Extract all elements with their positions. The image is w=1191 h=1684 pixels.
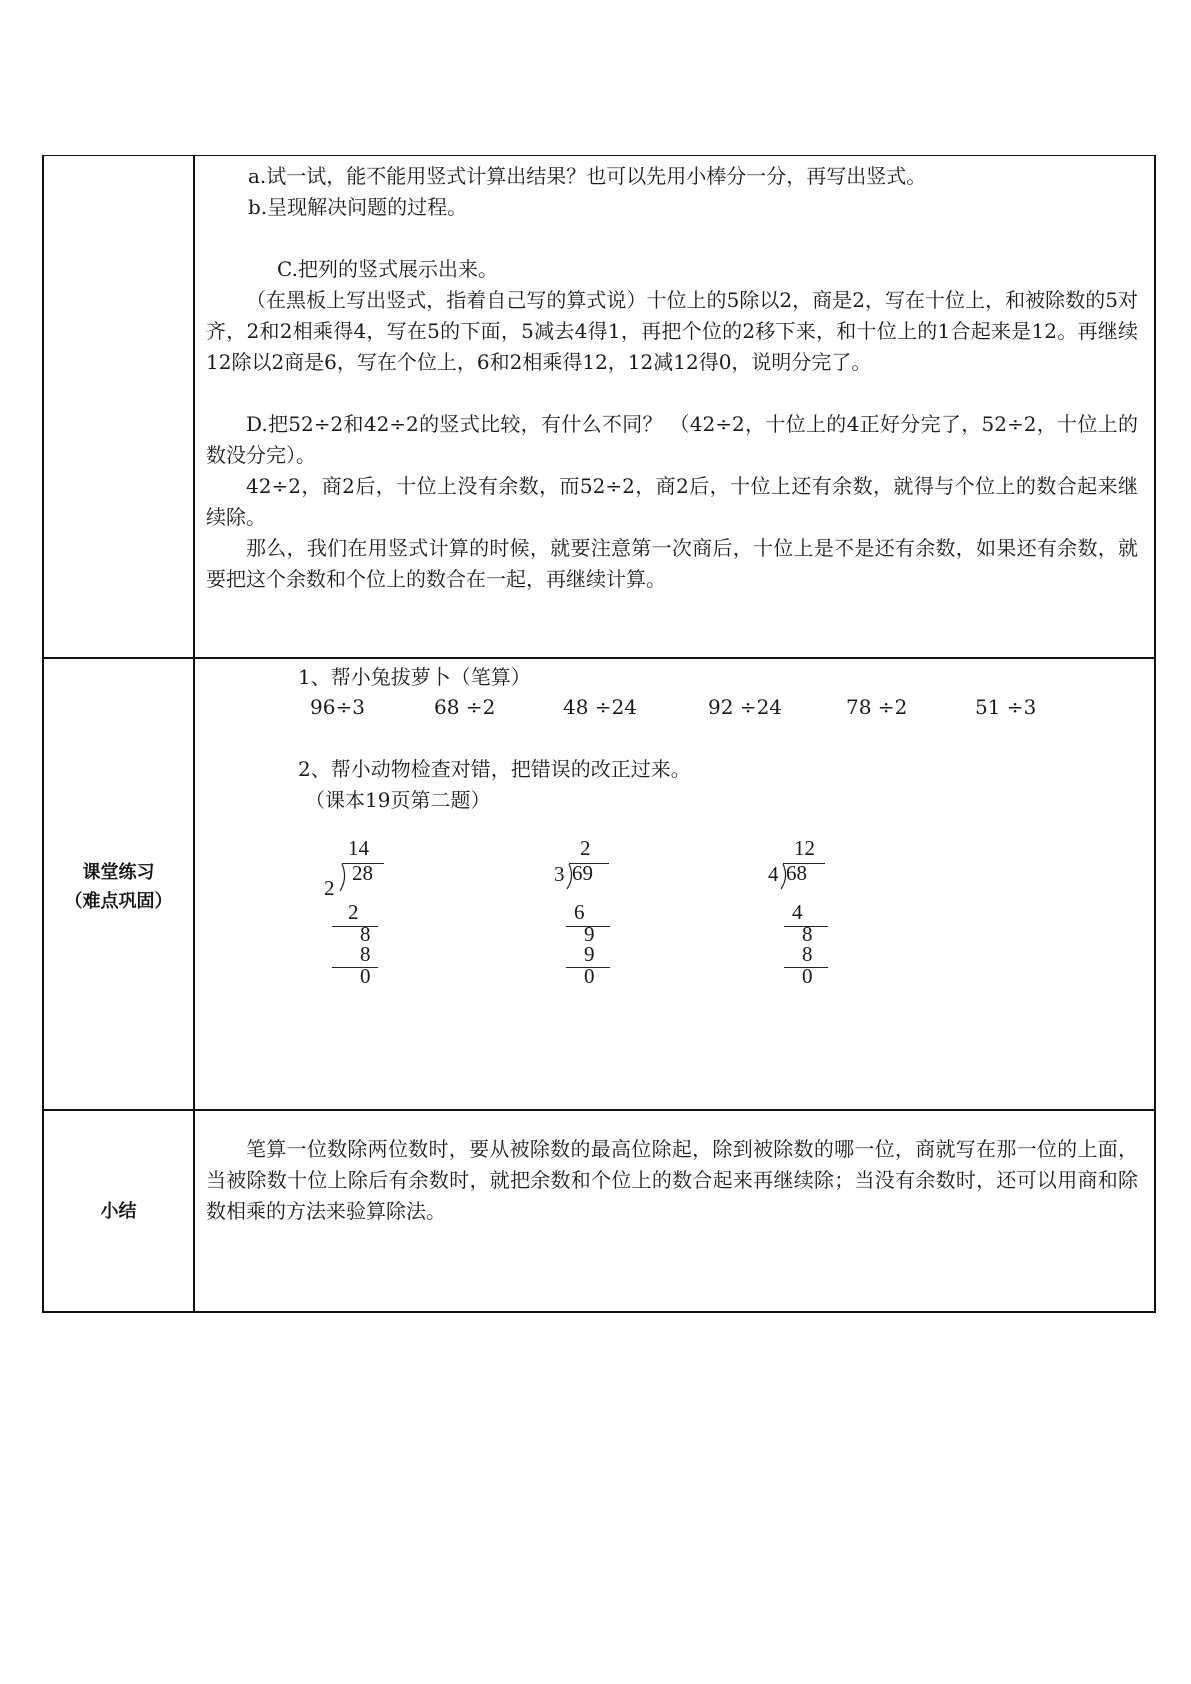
step-c-text: C.把列的竖式展示出来。 bbox=[277, 257, 498, 281]
explanation-paragraph: （在黑板上写出竖式，指着自己写的算式说）十位上的5除以2，商是2，写在十位上，和被除数的5对齐，2和2相乘得4，写在5的下面，5减去4得1，再把个位的2移下来，和十位上的1合起来是12。再继续12除以2商是6，写在个位上，6和2相乘得12，12减12得0，说明分完了。 bbox=[206, 288, 1138, 374]
conclusion-paragraph: 那么，我们在用竖式计算的时候，就要注意第一次商后，十位上是不是还有余数，如果还有余数，就要把这个余数和个位上的数合在一起，再继续计算。 bbox=[206, 536, 1138, 591]
step-product-2: 8 bbox=[360, 942, 371, 966]
comparison-paragraph: D.把52÷2和42÷2的竖式比较，有什么不同？ （42÷2，十位上的4正好分完了，52÷2，十位上的数没分完）。 bbox=[206, 412, 1138, 467]
divisor: 3 bbox=[554, 862, 565, 886]
quotient: 14 bbox=[348, 836, 369, 860]
long-division-1 bbox=[318, 836, 448, 1016]
dividend: 69 bbox=[572, 861, 593, 885]
remainder: 0 bbox=[802, 964, 813, 988]
step-product-1: 2 bbox=[348, 900, 359, 924]
remainder: 0 bbox=[360, 964, 371, 988]
quotient: 12 bbox=[794, 836, 815, 860]
step-a-text: a.试一试，能不能用竖式计算出结果？也可以先用小棒分一分，再写出竖式。 bbox=[248, 164, 927, 188]
quotient: 2 bbox=[580, 836, 591, 860]
task1-problem-2: 68 ÷2 bbox=[434, 695, 496, 719]
task2-reference: （课本19页第二题） bbox=[305, 788, 491, 812]
column-divider bbox=[193, 155, 195, 1313]
task1-problem-5: 78 ÷2 bbox=[846, 695, 908, 719]
remainder-paragraph: 42÷2，商2后，十位上没有余数，而52÷2，商2后，十位上还有余数，就得与个位上的数合起来继续除。 bbox=[206, 474, 1138, 529]
practice-label-subtitle: （难点巩固） bbox=[64, 891, 173, 912]
task1-problem-1: 96÷3 bbox=[310, 695, 365, 719]
step-product-2: 9 bbox=[584, 942, 595, 966]
step-product-1: 6 bbox=[574, 900, 585, 924]
remainder: 0 bbox=[584, 964, 595, 988]
practice-label-title: 课堂练习 bbox=[82, 862, 155, 883]
step-bringdown: 8 bbox=[802, 922, 813, 946]
step-b-text: b.呈现解决问题的过程。 bbox=[248, 195, 468, 219]
task1-title: 1、帮小兔拔萝卜（笔算） bbox=[298, 665, 531, 689]
long-division-3 bbox=[762, 836, 892, 1016]
dividend: 68 bbox=[786, 861, 807, 885]
step-bringdown: 9 bbox=[584, 922, 595, 946]
task1-problem-3: 48 ÷24 bbox=[563, 695, 638, 719]
division-bracket bbox=[338, 863, 350, 893]
summary-label: 小结 bbox=[100, 1201, 137, 1222]
practice-label bbox=[44, 858, 193, 916]
divisor: 4 bbox=[768, 862, 779, 886]
task1-problem-4: 92 ÷24 bbox=[708, 695, 783, 719]
step-bringdown: 8 bbox=[360, 922, 371, 946]
row-divider-2 bbox=[42, 1109, 1156, 1111]
divisor: 2 bbox=[324, 876, 335, 900]
task1-problem-6: 51 ÷3 bbox=[975, 695, 1037, 719]
task2-title: 2、帮小动物检查对错，把错误的改正过来。 bbox=[298, 757, 691, 781]
row-divider-1 bbox=[42, 657, 1156, 659]
step-product-1: 4 bbox=[792, 900, 803, 924]
dividend: 28 bbox=[352, 861, 373, 885]
step-product-2: 8 bbox=[802, 942, 813, 966]
summary-text: 笔算一位数除两位数时，要从被除数的最高位除起，除到被除数的哪一位，商就写在那一位的上面，当被除数十位上除后有余数时，就把余数和个位上的数合起来再继续除；当没有余数时，还可以用商和除数相乘的方法来验算除法。 bbox=[206, 1137, 1138, 1223]
long-division-2 bbox=[548, 836, 678, 1016]
